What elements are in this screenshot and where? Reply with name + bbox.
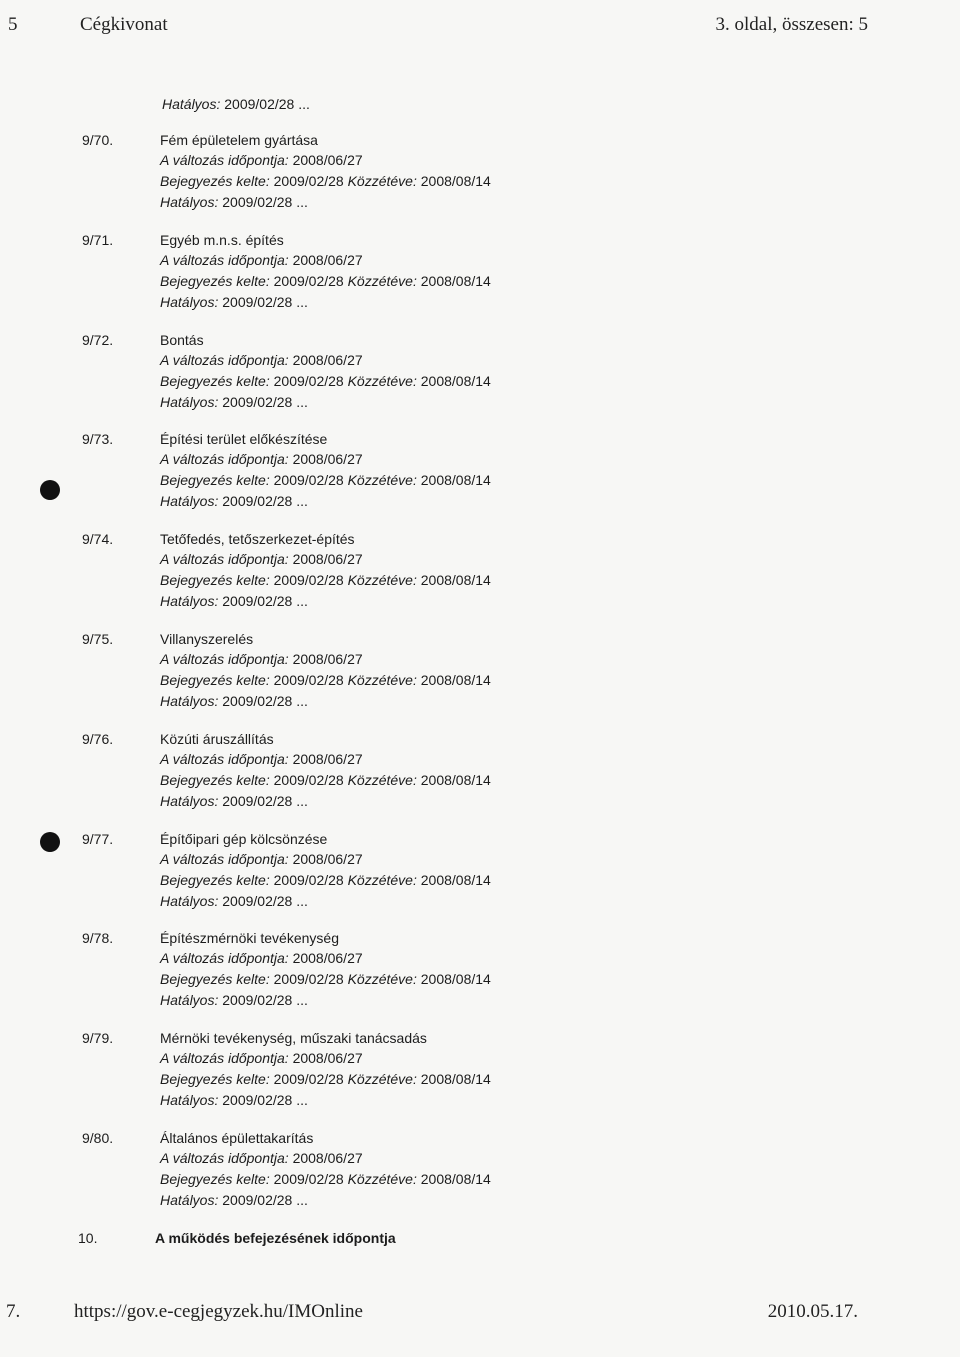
item-title: Építészmérnöki tevékenység xyxy=(160,930,339,947)
published-date: 2008/08/14 xyxy=(420,572,491,589)
activity-item xyxy=(0,1130,960,1230)
change-date-line xyxy=(160,451,363,467)
entry-date: 2009/02/28 xyxy=(273,1171,344,1187)
change-date-line xyxy=(160,352,363,368)
valid-label: Hatályos: xyxy=(162,96,221,112)
entry-date: 2009/02/28 xyxy=(273,871,344,888)
activity-item xyxy=(0,531,960,631)
valid-date: 2009/02/28 ... xyxy=(222,293,308,310)
change-label: A változás időpontja: xyxy=(160,351,289,368)
activity-item xyxy=(0,232,960,332)
entry-date-line xyxy=(160,1071,491,1087)
change-date-line xyxy=(160,751,363,767)
published-label: Közzétéve: xyxy=(347,771,417,788)
published-label: Közzétéve: xyxy=(347,971,417,988)
entry-date-line xyxy=(160,672,491,688)
valid-label: Hatályos: xyxy=(160,693,219,709)
change-date: 2008/06/27 xyxy=(292,1150,363,1166)
published-date: 2008/08/14 xyxy=(420,472,491,489)
valid-line xyxy=(160,394,308,410)
change-date: 2008/06/27 xyxy=(292,1050,363,1067)
published-label: Közzétéve: xyxy=(347,871,417,888)
item-number: 9/73. xyxy=(82,431,114,448)
item-title: Fém épületelem gyártása xyxy=(160,132,318,148)
change-date-line xyxy=(160,851,363,867)
entry-date-line xyxy=(160,872,491,888)
header-number: 5 xyxy=(8,14,18,35)
entry-date-line xyxy=(160,173,491,189)
first-valid-line xyxy=(162,96,310,112)
entry-label: Bejegyezés kelte: xyxy=(160,771,270,788)
published-date: 2008/08/14 xyxy=(420,1171,491,1187)
section-number: 10. xyxy=(78,1230,98,1246)
item-number: 9/80. xyxy=(82,1130,114,1146)
entry-label: Bejegyezés kelte: xyxy=(160,871,270,888)
item-title: Általános épülettakarítás xyxy=(160,1130,314,1146)
punch-hole-bottom xyxy=(40,832,60,852)
change-date-line xyxy=(160,1050,363,1066)
published-date: 2008/08/14 xyxy=(420,272,491,289)
valid-label: Hatályos: xyxy=(160,1192,219,1208)
change-date: 2008/06/27 xyxy=(292,651,363,667)
item-number: 9/79. xyxy=(82,1030,114,1047)
item-number: 9/77. xyxy=(82,830,114,847)
entry-date-line xyxy=(160,971,491,987)
published-label: Közzétéve: xyxy=(347,472,417,489)
published-date: 2008/08/14 xyxy=(420,672,491,688)
entry-date: 2009/02/28 xyxy=(273,272,344,289)
entry-label: Bejegyezés kelte: xyxy=(160,173,270,189)
change-label: A változás időpontja: xyxy=(160,750,289,767)
change-label: A változás időpontja: xyxy=(160,152,289,168)
change-date-line xyxy=(160,1150,363,1166)
activity-item xyxy=(0,332,960,432)
valid-date: 2009/02/28 ... xyxy=(222,792,308,809)
change-date-line xyxy=(160,152,363,168)
entry-date: 2009/02/28 xyxy=(273,572,344,589)
item-title: Mérnöki tevékenység, műszaki tanácsadás xyxy=(160,1030,427,1047)
valid-line xyxy=(160,1192,308,1208)
item-title: Építőipari gép kölcsönzése xyxy=(160,830,328,847)
valid-line xyxy=(160,893,308,909)
valid-line xyxy=(160,1092,308,1108)
entry-date: 2009/02/28 xyxy=(273,372,344,389)
change-date: 2008/06/27 xyxy=(292,850,363,867)
change-label: A változás időpontja: xyxy=(160,551,289,568)
entry-label: Bejegyezés kelte: xyxy=(160,472,270,489)
published-label: Közzétéve: xyxy=(347,1071,417,1088)
valid-label: Hatályos: xyxy=(160,1092,219,1109)
change-label: A változás időpontja: xyxy=(160,651,289,667)
change-date: 2008/06/27 xyxy=(292,950,363,967)
item-number: 9/78. xyxy=(82,930,114,947)
item-title: Építési terület előkészítése xyxy=(160,431,328,448)
change-label: A változás időpontja: xyxy=(160,451,289,468)
entry-date-line xyxy=(160,772,491,788)
punch-hole-top xyxy=(40,480,60,500)
published-label: Közzétéve: xyxy=(347,372,417,389)
published-date: 2008/08/14 xyxy=(420,871,491,888)
published-label: Közzétéve: xyxy=(347,1171,417,1187)
change-date: 2008/06/27 xyxy=(292,451,363,468)
change-label: A változás időpontja: xyxy=(160,850,289,867)
entry-label: Bejegyezés kelte: xyxy=(160,272,270,289)
entry-date: 2009/02/28 xyxy=(273,173,344,189)
change-label: A változás időpontja: xyxy=(160,950,289,967)
valid-line xyxy=(160,992,308,1008)
change-date: 2008/06/27 xyxy=(292,251,363,268)
valid-line xyxy=(160,493,308,509)
valid-label: Hatályos: xyxy=(160,493,219,510)
item-number: 9/75. xyxy=(82,631,114,647)
valid-date: 2009/02/28 ... xyxy=(222,1092,308,1109)
valid-date: 2009/02/28 ... xyxy=(222,194,308,210)
header-title: Cégkivonat xyxy=(80,14,168,35)
header-page-info: 3. oldal, összesen: 5 xyxy=(715,14,868,35)
valid-label: Hatályos: xyxy=(160,393,219,410)
change-date: 2008/06/27 xyxy=(292,351,363,368)
valid-line xyxy=(160,294,308,310)
activity-item xyxy=(0,431,960,531)
item-number: 9/72. xyxy=(82,331,114,348)
change-label: A változás időpontja: xyxy=(160,251,289,268)
valid-date: 2009/02/28 ... xyxy=(222,693,308,709)
valid-line xyxy=(160,793,308,809)
item-title: Egyéb m.n.s. építés xyxy=(160,231,284,248)
item-title: Közúti áruszállítás xyxy=(160,730,274,747)
change-date: 2008/06/27 xyxy=(292,551,363,568)
entry-label: Bejegyezés kelte: xyxy=(160,1171,270,1187)
footer-number: 7. xyxy=(6,1301,21,1322)
item-title: Tetőfedés, tetőszerkezet-építés xyxy=(160,531,355,548)
entry-label: Bejegyezés kelte: xyxy=(160,672,270,688)
footer-url: https://gov.e-cegjegyzek.hu/IMOnline xyxy=(74,1301,363,1322)
published-date: 2008/08/14 xyxy=(420,372,491,389)
entry-date: 2009/02/28 xyxy=(273,472,344,489)
entry-date-line xyxy=(160,472,491,488)
change-label: A változás időpontja: xyxy=(160,1150,289,1166)
valid-label: Hatályos: xyxy=(160,293,219,310)
change-date-line xyxy=(160,252,363,268)
footer-date: 2010.05.17. xyxy=(767,1301,858,1322)
entry-label: Bejegyezés kelte: xyxy=(160,1071,270,1088)
valid-value: 2009/02/28 ... xyxy=(224,96,310,112)
item-title: Villanyszerelés xyxy=(160,631,254,647)
valid-date: 2009/02/28 ... xyxy=(222,493,308,510)
published-date: 2008/08/14 xyxy=(420,971,491,988)
activity-item xyxy=(0,132,960,232)
valid-line xyxy=(160,593,308,609)
activity-item xyxy=(0,930,960,1030)
item-number: 9/74. xyxy=(82,531,114,548)
entry-date-line xyxy=(160,1171,491,1187)
entry-date-line xyxy=(160,572,491,588)
valid-date: 2009/02/28 ... xyxy=(222,393,308,410)
valid-line xyxy=(160,194,308,210)
entry-label: Bejegyezés kelte: xyxy=(160,971,270,988)
entry-date: 2009/02/28 xyxy=(273,1071,344,1088)
published-date: 2008/08/14 xyxy=(420,771,491,788)
entry-date: 2009/02/28 xyxy=(273,771,344,788)
valid-date: 2009/02/28 ... xyxy=(222,1192,308,1208)
published-label: Közzétéve: xyxy=(347,572,417,589)
valid-label: Hatályos: xyxy=(160,892,219,909)
valid-date: 2009/02/28 ... xyxy=(222,992,308,1009)
entry-date-line xyxy=(160,273,491,289)
published-date: 2008/08/14 xyxy=(420,1071,491,1088)
change-date: 2008/06/27 xyxy=(292,152,363,168)
item-number: 9/71. xyxy=(82,231,114,248)
published-date: 2008/08/14 xyxy=(420,173,491,189)
change-date-line xyxy=(160,651,363,667)
valid-line xyxy=(160,693,308,709)
activity-item xyxy=(0,831,960,931)
change-date-line xyxy=(160,950,363,966)
valid-label: Hatályos: xyxy=(160,792,219,809)
entry-label: Bejegyezés kelte: xyxy=(160,372,270,389)
valid-label: Hatályos: xyxy=(160,992,219,1009)
item-title: Bontás xyxy=(160,331,204,348)
activity-item xyxy=(0,631,960,731)
change-date: 2008/06/27 xyxy=(292,750,363,767)
entry-date: 2009/02/28 xyxy=(273,971,344,988)
page-header xyxy=(0,14,960,54)
section-title: A működés befejezésének időpontja xyxy=(155,1230,396,1246)
published-label: Közzétéve: xyxy=(347,672,417,688)
item-number: 9/70. xyxy=(82,132,114,148)
valid-label: Hatályos: xyxy=(160,593,219,610)
activity-item xyxy=(0,731,960,831)
item-number: 9/76. xyxy=(82,730,114,747)
page-footer xyxy=(0,1301,960,1341)
valid-label: Hatályos: xyxy=(160,194,219,210)
valid-date: 2009/02/28 ... xyxy=(222,892,308,909)
entry-date: 2009/02/28 xyxy=(273,672,344,688)
entry-date-line xyxy=(160,373,491,389)
valid-date: 2009/02/28 ... xyxy=(222,593,308,610)
change-label: A változás időpontja: xyxy=(160,1050,289,1067)
change-date-line xyxy=(160,551,363,567)
published-label: Közzétéve: xyxy=(347,173,417,189)
published-label: Közzétéve: xyxy=(347,272,417,289)
entry-label: Bejegyezés kelte: xyxy=(160,572,270,589)
activity-item xyxy=(0,1030,960,1130)
